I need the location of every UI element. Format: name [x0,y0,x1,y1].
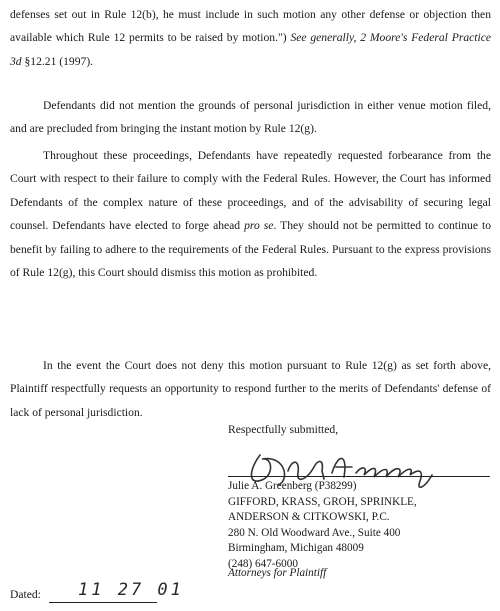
date-line [49,602,157,603]
handwritten-date: 11 27 01 [78,580,184,600]
paragraph-request: In the event the Court does not deny this motion pursuant to Rule 12(g) as set forth above, Plaintiff respectfully requests an opportunity to respond further to the merits of Defendants' defense of lack of personal jurisdiction. [10,359,491,419]
firm-name-line1: GIFFORD, KRASS, GROH, SPRINKLE, [228,495,417,508]
attorney-info [228,479,417,573]
pro-se-phrase: pro se [244,219,274,233]
paragraph-venue-motion: Defendants did not mention the grounds of personal jurisdiction in either venue motion filed, and are precluded from bringing the instant motion by Rule 12(g). [10,99,491,136]
citation: See generally, 2 Moore's Federal Practice 3d [10,31,492,68]
attorney-name: Julie A. Greenberg (P38299) [228,480,357,492]
signature-line [228,476,490,477]
attorney-role: Attorneys for Plaintiff [228,567,327,579]
phone-number: (248) 647-6000 [228,557,298,570]
paragraph-continuation [10,3,491,73]
closing-line: Respectfully submitted, [228,423,339,436]
citation-section: §12.21 (1997). [21,54,94,68]
address-line2: Birmingham, Michigan 48009 [228,542,364,555]
dated-label: Dated: [10,588,41,601]
paragraph-proceedings [10,144,491,284]
paragraph-text: defenses set out in Rule 12(b), he must include in such motion any other defense or objection then available which Rule 12 permits to be raised by motion.") [10,8,491,45]
paragraph-text: Throughout these proceedings, Defendants have repeatedly requested forbearance from the Court with respect to their failure to comply with the Federal Rules. However, the Court has informed Defendants of the complex nature of these proceedings, and of the advisability of securing legal counsel. Defendants have elected to forge ahead [10,149,491,233]
paragraph-text-tail: . They should not be permitted to continue to benefit by failing to adhere to the requirements of the Federal Rules. Pursuant to the express provisions of Rule 12(g), this Court should dismiss this motion as prohibited. [10,219,492,280]
address-line1: 280 N. Old Woodward Ave., Suite 400 [228,526,401,539]
firm-name-line2: ANDERSON & CITKOWSKI, P.C. [228,511,390,524]
